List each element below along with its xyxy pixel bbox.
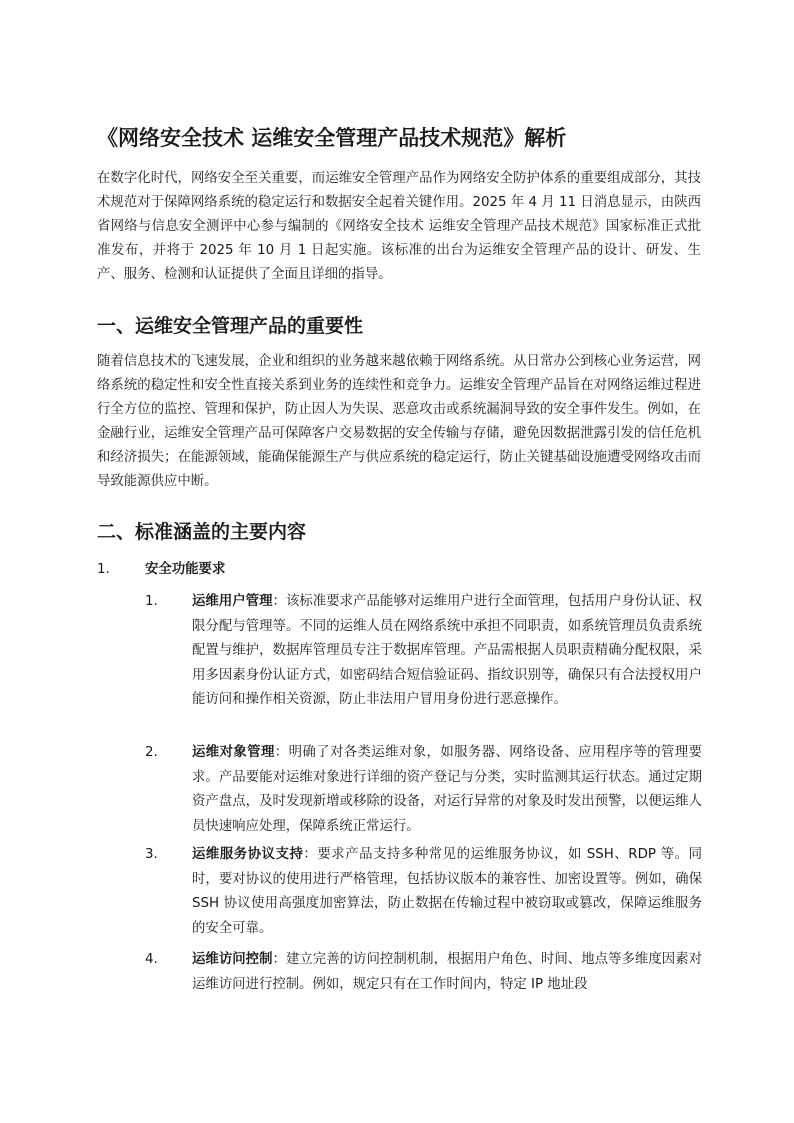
section-1-paragraph: 随着信息技术的飞速发展，企业和组织的业务越来越依赖于网络系统。从日常办公到核心业务运营，网络系统的稳定性和安全性直接关系到业务的连续性和竞争力。运维安全管理产品旨在对网络运维过程进行全方位的监控、管理和保护，防止因人为失误、恶意攻击或系统漏洞导致的安全事件发生。例如，在金融行业，运维安全管理产品可保障客户交易数据的安全传输与存储，避免因数据泄露引发的信任危机和经济损失；在能源领域，能确保能源生产与供应系统的稳定运行，防止关键基础设施遭受网络攻击而导致能源供应中断。 — [97, 354, 701, 489]
sublist-number: 2. — [145, 745, 158, 760]
section-2-heading: 二、标准涵盖的主要内容 — [97, 521, 307, 543]
sublist-number: 4. — [145, 952, 158, 967]
sublist-item-text: ：该标准要求产品能够对运维用户进行全面管理，包括用户身份认证、权限分配与管理等。不同的运维人员在网络系统中承担不同职责，如系统管理员负责系统配置与维护，数据库管理员专注于数据库管理。产品需根据人员职责精确分配权限，采用多因素身份认证方式，如密码结合短信验证码、指纹识别等，确保只有合法授权用户能访问和操作相关资源，防止非法用户冒用身份进行恶意操作。 — [192, 594, 702, 708]
list-item-label: 安全功能要求 — [145, 562, 226, 577]
sublist-item — [192, 948, 702, 997]
sublist-item-text: ：建立完善的访问控制机制，根据用户角色、时间、地点等多维度因素对运维访问进行控制。例如，规定只有在工作时间内，特定 IP 地址段 — [192, 952, 702, 992]
sublist-item — [192, 741, 702, 839]
sublist-item — [192, 590, 702, 713]
sublist-number: 3. — [145, 847, 158, 862]
sublist-item-term: 运维访问控制 — [192, 952, 273, 967]
sublist-item-term: 运维服务协议支持 — [192, 847, 304, 862]
document-title: 《网络安全技术 运维安全管理产品技术规范》解析 — [97, 126, 567, 150]
sublist-item — [192, 843, 702, 941]
sublist-item-term: 运维用户管理 — [192, 594, 273, 609]
sublist-item-term: 运维对象管理 — [192, 745, 275, 760]
sublist-number: 1. — [145, 594, 158, 609]
section-1-heading: 一、运维安全管理产品的重要性 — [97, 315, 364, 337]
sublist-item-text: ：要求产品支持多种常见的运维服务协议，如 SSH、RDP 等。同时，要对协议的使用进行严格管理，包括协议版本的兼容性、加密设置等。例如，确保 SSH 协议使用高强度加密算法，防止数据在传输过程中被窃取或篡改，保障运维服务的安全可靠。 — [192, 847, 702, 936]
intro-paragraph: 在数字化时代，网络安全至关重要，而运维安全管理产品作为网络安全防护体系的重要组成部分，其技术规范对于保障网络系统的稳定运行和数据安全起着关键作用。2025 年 4 月 11 日消息显示，由陕西省网络与信息安全测评中心参与编制的《网络安全技术 运维安全管理产品技术规范》国家标准正式批准发布，并将于 2025 年 10 月 1 日起实施。该标准的出台为运维安全管理产品的设计、研发、生产、服务、检测和认证提供了全面且详细的指导。 — [97, 171, 701, 282]
sublist-item-text: ：明确了对各类运维对象，如服务器、网络设备、应用程序等的管理要求。产品要能对运维对象进行详细的资产登记与分类，实时监测其运行状态。通过定期资产盘点，及时发现新增或移除的设备，对运行异常的对象及时发出预警，以便运维人员快速响应处理，保障系统正常运行。 — [192, 745, 703, 834]
list-number: 1. — [97, 562, 110, 577]
